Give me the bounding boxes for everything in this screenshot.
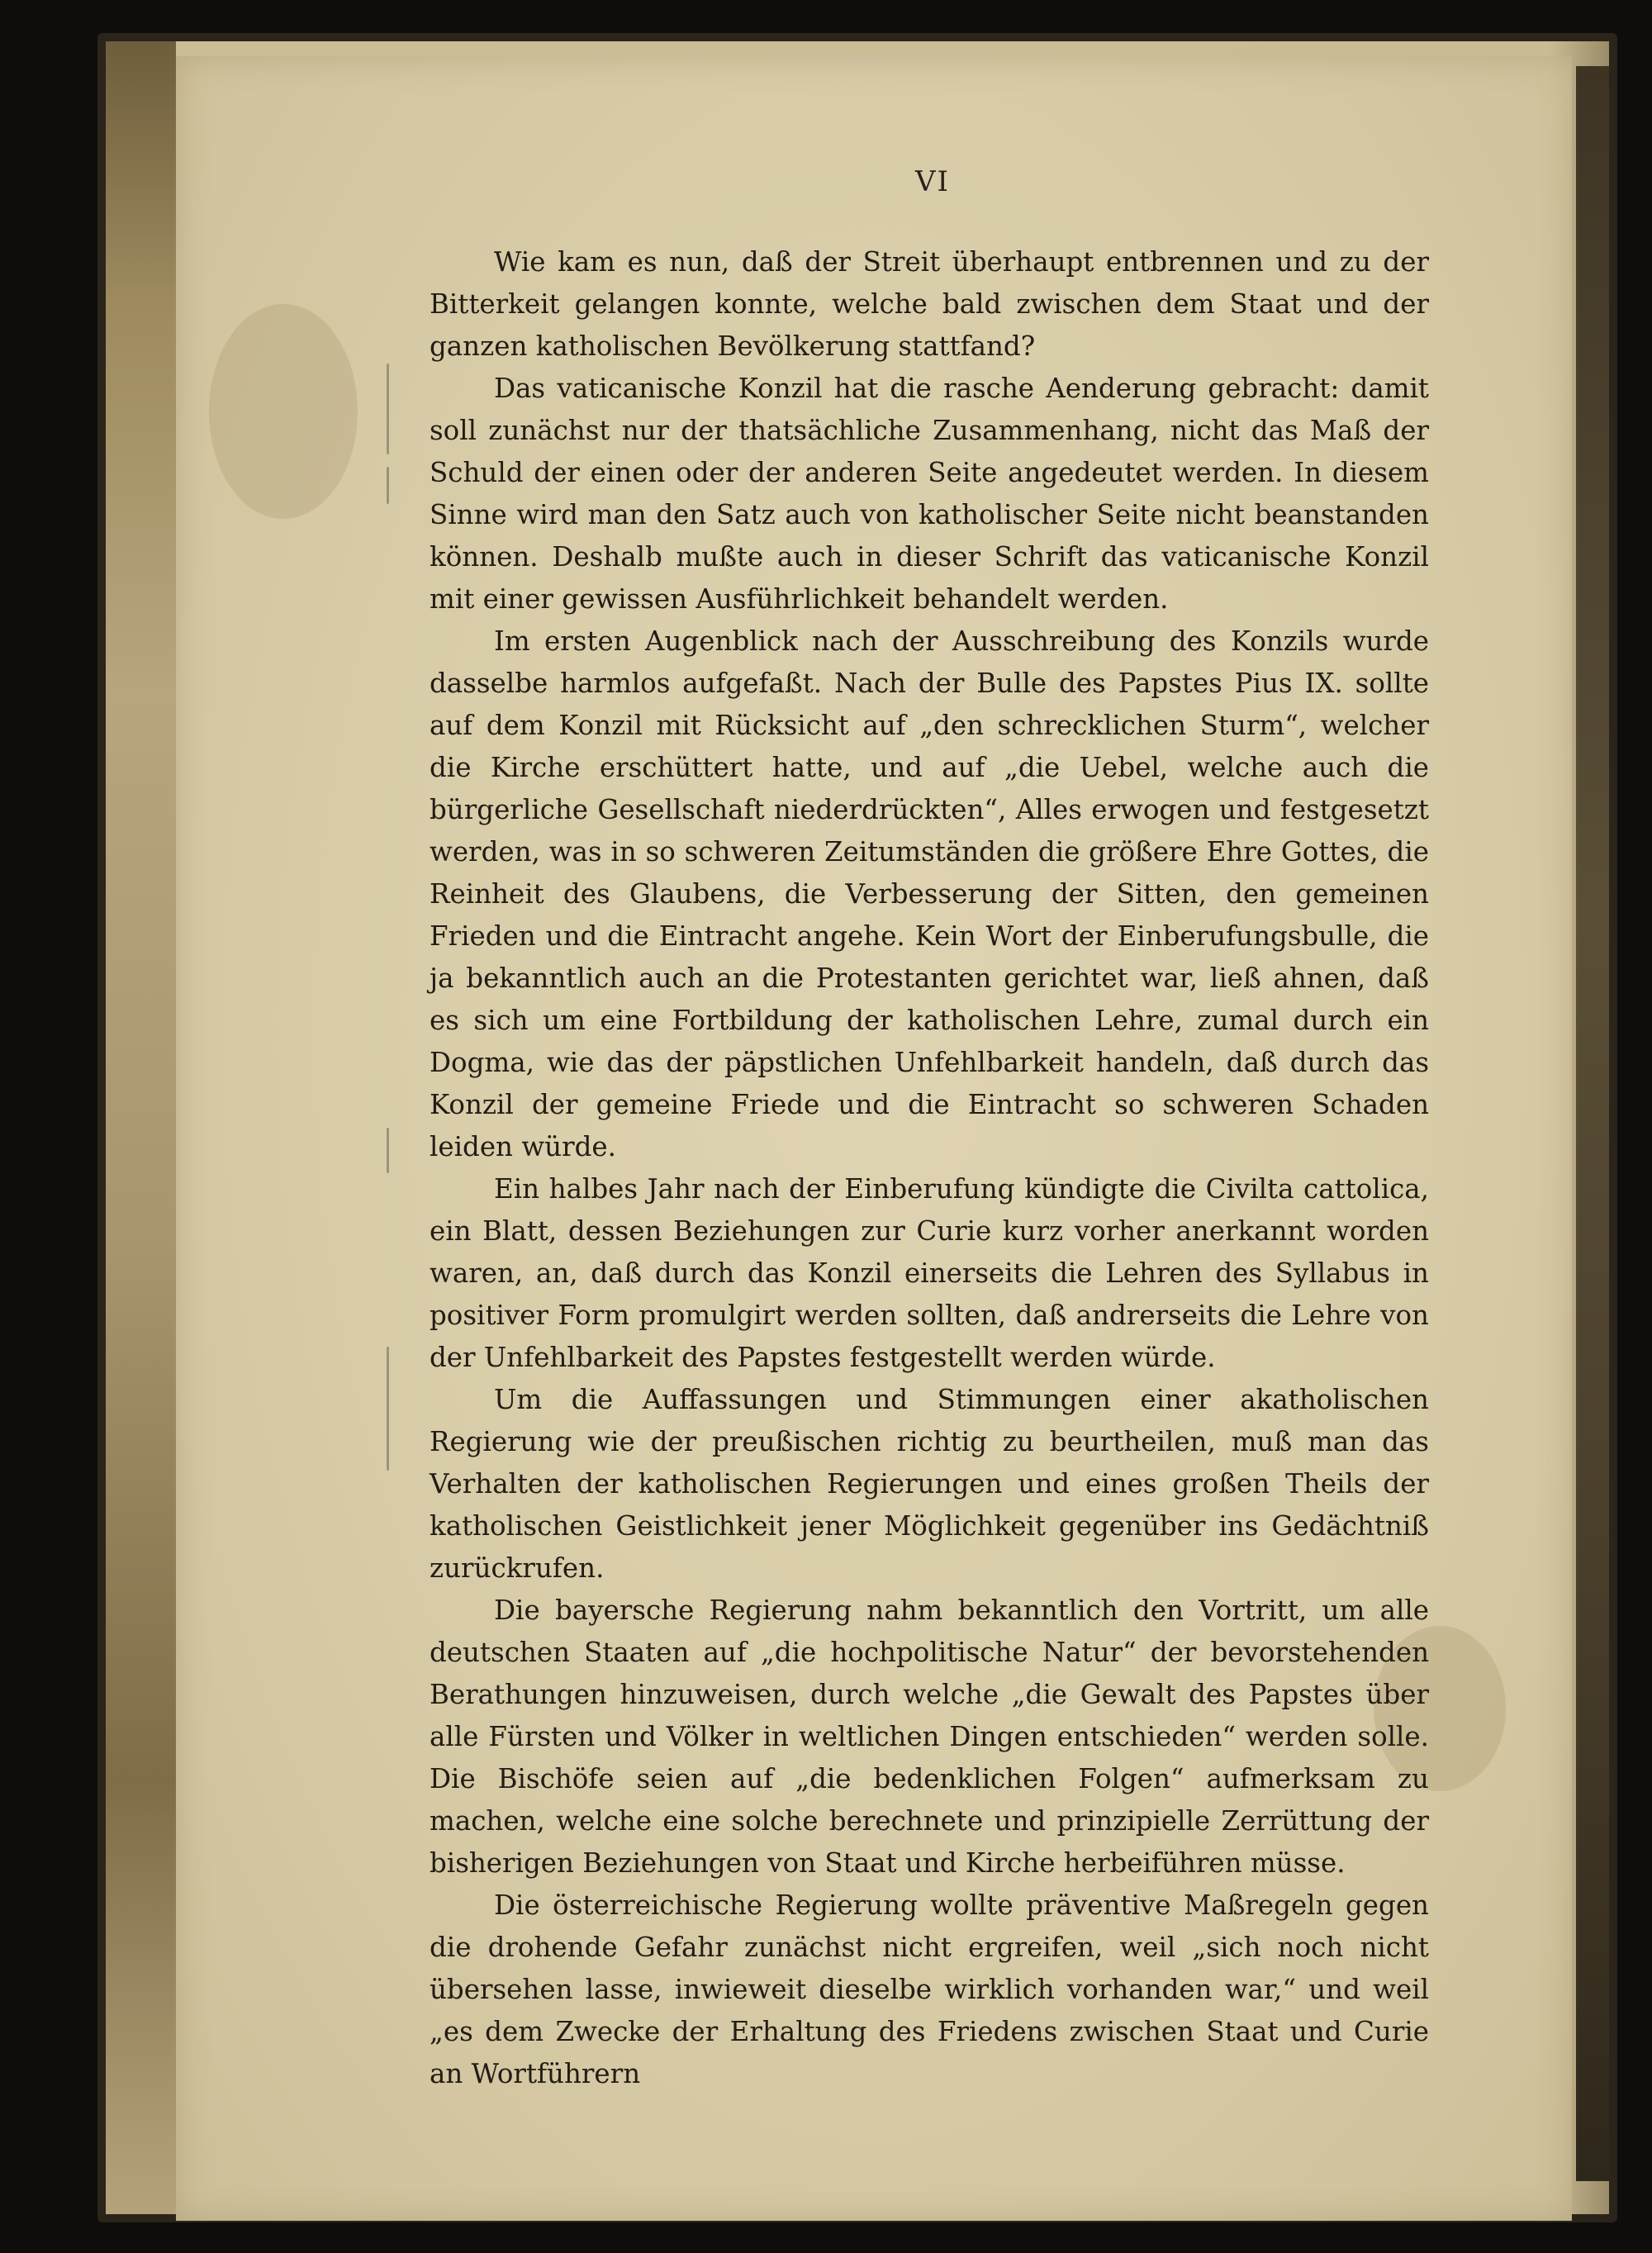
pencil-margin-mark: [387, 364, 389, 454]
paragraph: Das vaticanische Konzil hat die rasche Aenderung gebracht: damit soll zunächst nur der thatsächliche Zusammenhang, nicht das Maß der Schuld der einen oder der anderen Seite angedeutet werden. In diesem Sinne wird man den Satz auch von katholischer Seite nicht beanstanden können. Deshalb mußte auch in dieser Schrift das vaticanische Konzil mit einer gewissen Ausführlichkeit behandelt werden.: [430, 373, 1429, 615]
pencil-margin-mark: [387, 1347, 389, 1471]
paragraph: Die bayersche Regierung nahm bekanntlich den Vortritt, um alle deutschen Staaten auf „die hochpolitische Natur“ der bevorstehenden Berathungen hinzuweisen, durch welche „die Gewalt des Papstes über alle Fürsten und Völker in weltlichen Dingen entschieden“ werden solle. Die Bischöfe seien auf „die bedenklichen Folgen“ aufmerksam zu machen, welche eine solche berechnete und prinzipielle Zerrüttung der bisherigen Beziehungen von Staat und Kirche herbeiführen müsse.: [430, 1595, 1429, 1879]
paragraph: Die österreichische Regierung wollte präventive Maßregeln gegen die drohende Gefahr zunächst nicht ergreifen, weil „sich noch nicht übersehen lasse, inwieweit dieselbe wirklich vorhanden war,“ und weil „es dem Zwecke der Erhaltung des Friedens zwischen Staat und Curie an Wortführern: [430, 1889, 1429, 2089]
paragraph: Um die Auffassungen und Stimmungen einer akatholischen Regierung wie der preußischen richtig zu beurtheilen, muß man das Verhalten der katholischen Regierungen und eines großen Theils der katholischen Geistlichkeit jener Möglichkeit gegenüber ins Gedächtniß zurückrufen.: [430, 1384, 1429, 1584]
page-number: VI: [915, 165, 950, 198]
paragraph: Im ersten Augenblick nach der Ausschreibung des Konzils wurde dasselbe harmlos aufgefaßt. Nach der Bulle des Papstes Pius IX. sollte auf dem Konzil mit Rücksicht auf „den schrecklichen Sturm“, welcher die Kirche erschüttert hatte, und auf „die Uebel, welche auch die bürgerliche Gesellschaft niederdrückten“, Alles erwogen und festgesetzt werden, was in so schweren Zeitumständen die größere Ehre Gottes, die Reinheit des Glaubens, die Verbesserung der Sitten, den gemeinen Frieden und die Eintracht angehe. Kein Wort der Einberufungsbulle, die ja bekanntlich auch an die Protestanten gerichtet war, ließ ahnen, daß es sich um eine Fortbildung der katholischen Lehre, zumal durch ein Dogma, wie das der päpstlichen Unfehlbarkeit handeln, daß durch das Konzil der gemeine Friede und die Eintracht so schweren Schaden leiden würde.: [430, 625, 1429, 1162]
pencil-margin-mark: [387, 467, 389, 504]
body-text: [430, 241, 1429, 2095]
paragraph: Wie kam es nun, daß der Streit überhaupt entbrennen und zu der Bitterkeit gelangen konnte, welche bald zwischen dem Staat und der ganzen katholischen Bevölkerung stattfand?: [430, 246, 1429, 362]
pencil-margin-mark: [387, 1128, 389, 1173]
worn-binding-edge: [106, 41, 176, 2214]
dark-board-edge: [1576, 66, 1609, 2181]
paper-stain: [209, 304, 358, 519]
paragraph: Ein halbes Jahr nach der Einberufung kündigte die Civilta cattolica, ein Blatt, dessen Beziehungen zur Curie kurz vorher anerkannt worden waren, an, daß durch das Konzil einerseits die Lehren des Syllabus in positiver Form promulgirt werden sollten, daß andrerseits die Lehre von der Unfehlbarkeit des Papstes festgestellt werden würde.: [430, 1173, 1429, 1373]
